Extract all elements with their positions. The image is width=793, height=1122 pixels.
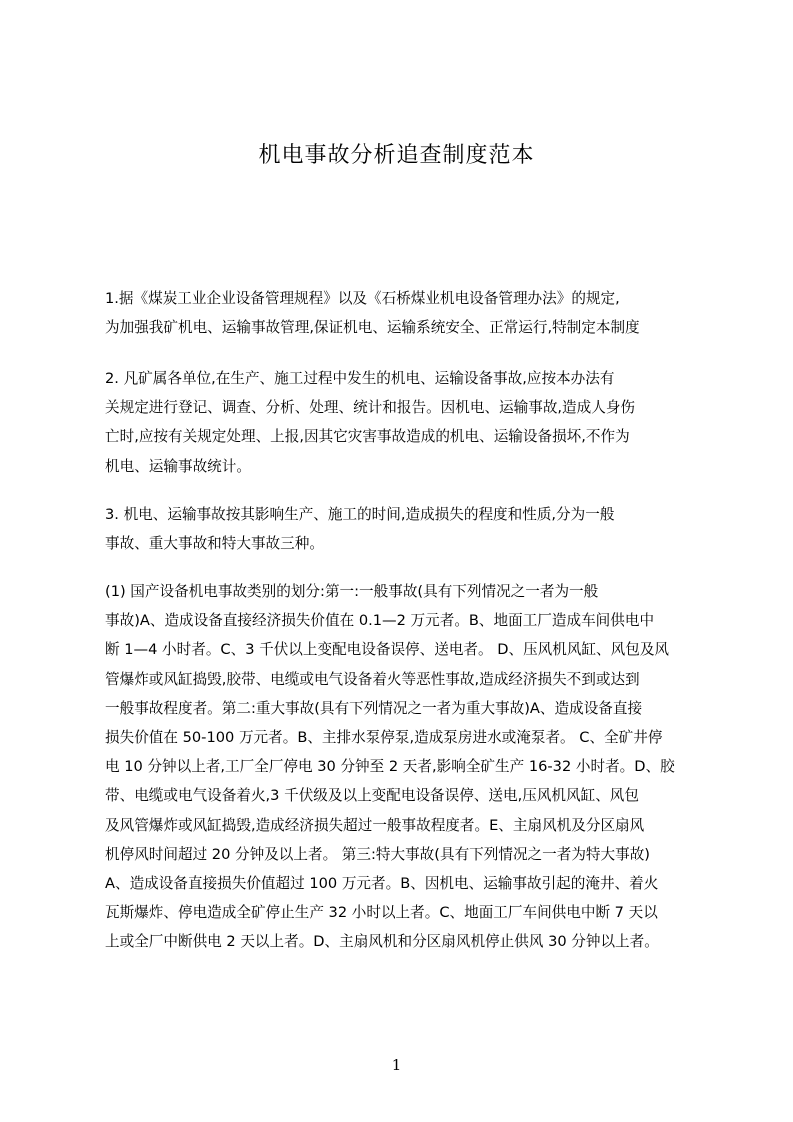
paragraph-1 (105, 284, 697, 342)
paragraph-line: 为加强我矿机电、运输事故管理,保证机电、运输系统安全、正常运行,特制定本制度 (105, 319, 640, 337)
paragraph-line: 一般事故程度者。第二:重大事故(具有下列情况之一者为重大事故)A、造成设备直接 (105, 699, 643, 717)
paragraph-line: 机电、运输事故统计。 (105, 457, 251, 475)
paragraph-4 (105, 577, 697, 956)
paragraph-2 (105, 364, 697, 481)
paragraph-line: 事故、重大事故和特大事故三种。 (105, 535, 324, 553)
paragraph-line: A、造成设备直接损失价值超过 100 万元者。B、因机电、运输事故引起的淹井、着火 (105, 874, 659, 892)
paragraph-line: 电 10 分钟以上者,工厂全厂停电 30 分钟至 2 天者,影响全矿生产 16-32 小时者。D、胶 (105, 758, 675, 776)
paragraph-line: 瓦斯爆炸、停电造成全矿停止生产 32 小时以上者。C、地面工厂车间供电中断 7 天以 (105, 904, 658, 922)
paragraph-line: 2. 凡矿属各单位,在生产、施工过程中发生的机电、运输设备事故,应按本办法有 (105, 370, 615, 387)
paragraph-line: 上或全厂中断供电 2 天以上者。D、主扇风机和分区扇风机停止供风 30 分钟以上者。 (105, 933, 659, 951)
paragraph-line: 及风管爆炸或风缸捣毁,造成经济损失超过一般事故程度者。E、主扇风机及分区扇风 (105, 816, 645, 834)
paragraph-line: 事故)A、造成设备直接经济损失价值在 0.1—2 万元者。B、地面工厂造成车间供电中 (105, 612, 655, 630)
document-title: 机电事故分析追查制度范本 (258, 143, 535, 168)
paragraph-line: 1.据《煤炭工业企业设备管理规程》以及《石桥煤业机电设备管理办法》的规定, (105, 290, 620, 307)
paragraph-line: (1) 国产设备机电事故类别的划分:第一:一般事故(具有下列情况之一者为一般 (105, 583, 599, 600)
paragraph-line: 3. 机电、运输事故按其影响生产、施工的时间,造成损失的程度和性质,分为一般 (105, 506, 615, 523)
paragraph-line: 断 1—4 小时者。C、3 千伏以上变配电设备误停、送电者。 D、压风机风缸、风包及风 (105, 641, 670, 659)
page-number: 1 (391, 1056, 402, 1074)
paragraph-line: 损失价值在 50-100 万元者。B、主排水泵停泵,造成泵房进水或淹泵者。 C、全矿井停 (105, 728, 663, 746)
paragraph-line: 带、电缆或电气设备着火,3 千伏级及以上变配电设备误停、送电,压风机风缸、风包 (105, 787, 639, 805)
paragraph-line: 亡时,应按有关规定处理、上报,因其它灾害事故造成的机电、运输设备损坏,不作为 (105, 428, 630, 446)
paragraph-line: 机停风时间超过 20 分钟及以上者。 第三:特大事故(具有下列情况之一者为特大事故) (105, 845, 650, 863)
paragraph-3 (105, 500, 697, 558)
paragraph-line: 管爆炸或风缸捣毁,胶带、电缆或电气设备着火等恶性事故,造成经济损失不到或达到 (105, 670, 640, 688)
paragraph-line: 关规定进行登记、调查、分析、处理、统计和报告。因机电、运输事故,造成人身伤 (105, 399, 636, 417)
